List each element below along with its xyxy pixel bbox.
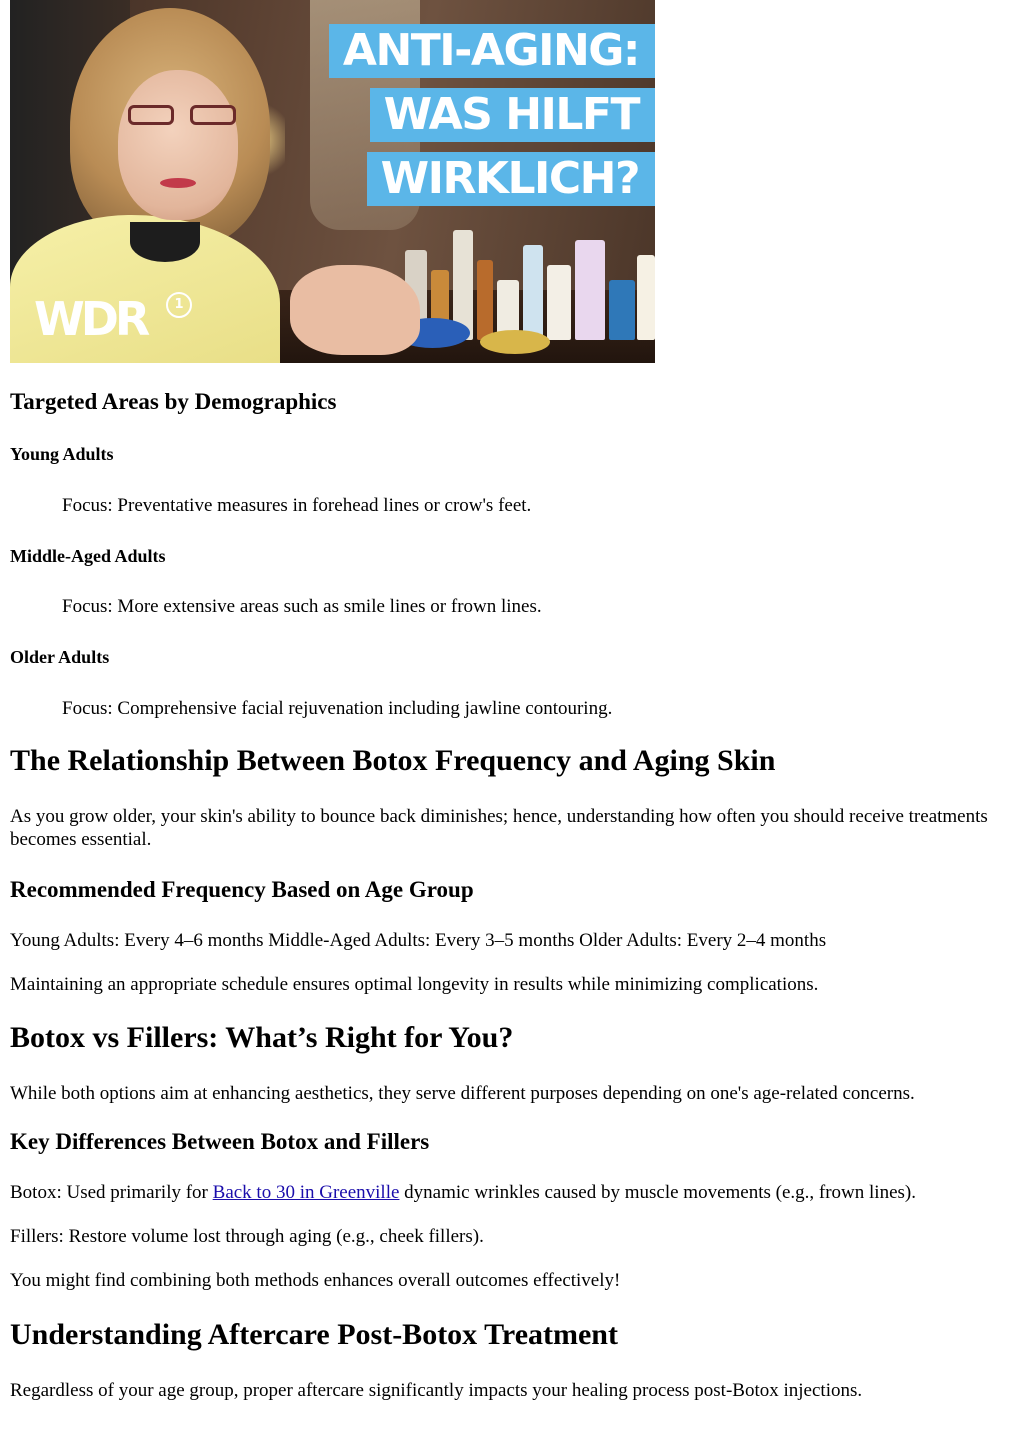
section-heading-targeted-areas: Targeted Areas by Demographics <box>10 389 337 414</box>
back-to-30-greenville-link[interactable]: Back to 30 in Greenville <box>212 1182 400 1203</box>
ard-one-logo-icon: 1 <box>166 292 192 318</box>
botox-description-suffix: dynamic wrinkles caused by muscle movements (e.g., frown lines). <box>399 1182 916 1203</box>
group-focus-middle-aged-adults: Focus: More extensive areas such as smile lines or frown lines. <box>62 596 542 617</box>
combine-methods-note: You might find combining both methods enhances overall outcomes effectively! <box>10 1270 621 1291</box>
hero-banner-line-2: WAS HILFT <box>370 88 655 142</box>
hero-banner-line-3: WIRKLICH? <box>367 152 655 206</box>
section-heading-relationship: The Relationship Between Botox Frequency and Aging Skin <box>10 744 776 777</box>
subheading-key-differences: Key Differences Between Botox and Fillers <box>10 1129 430 1154</box>
relationship-intro: As you grow older, your skin's ability to bounce back diminishes; hence, understanding how often you should receive treatments becomes essential. <box>10 806 988 850</box>
group-title-young-adults: Young Adults <box>10 444 114 464</box>
hero-cream-jar-gold <box>480 330 550 354</box>
botox-description-prefix: Botox: Used primarily for <box>10 1182 213 1203</box>
hero-person-collar <box>130 222 200 262</box>
section-heading-botox-vs-fillers: Botox vs Fillers: What’s Right for You? <box>10 1021 514 1054</box>
group-title-older-adults: Older Adults <box>10 647 110 667</box>
hero-person-glasses <box>128 105 240 127</box>
subheading-recommended-frequency: Recommended Frequency Based on Age Group <box>10 877 474 902</box>
hero-person-hand <box>290 265 420 355</box>
hero-thumbnail-image <box>10 0 655 363</box>
wdr-logo: WDR <box>34 292 147 346</box>
botox-description <box>10 1181 1010 1204</box>
frequency-by-age: Young Adults: Every 4–6 months Middle-Aged Adults: Every 3–5 months Older Adults: Every 2–4 months <box>10 930 827 951</box>
fillers-description: Fillers: Restore volume lost through aging (e.g., cheek fillers). <box>10 1226 484 1247</box>
group-focus-young-adults: Focus: Preventative measures in forehead lines or crow's feet. <box>62 495 532 516</box>
schedule-note: Maintaining an appropriate schedule ensures optimal longevity in results while minimizing complications. <box>10 974 819 995</box>
hero-person-lips <box>160 178 196 188</box>
fillers-intro: While both options aim at enhancing aesthetics, they serve different purposes depending on one's age-related concerns. <box>10 1083 915 1104</box>
group-focus-older-adults: Focus: Comprehensive facial rejuvenation including jawline contouring. <box>62 698 613 719</box>
group-title-middle-aged-adults: Middle-Aged Adults <box>10 546 166 566</box>
aftercare-intro: Regardless of your age group, proper aftercare significantly impacts your healing process post-Botox injections. <box>10 1380 863 1401</box>
hero-banner-line-1: ANTI-AGING: <box>329 24 655 78</box>
article <box>10 0 1014 1401</box>
section-heading-aftercare: Understanding Aftercare Post-Botox Treatment <box>10 1318 618 1351</box>
hero-person-face <box>118 70 238 220</box>
